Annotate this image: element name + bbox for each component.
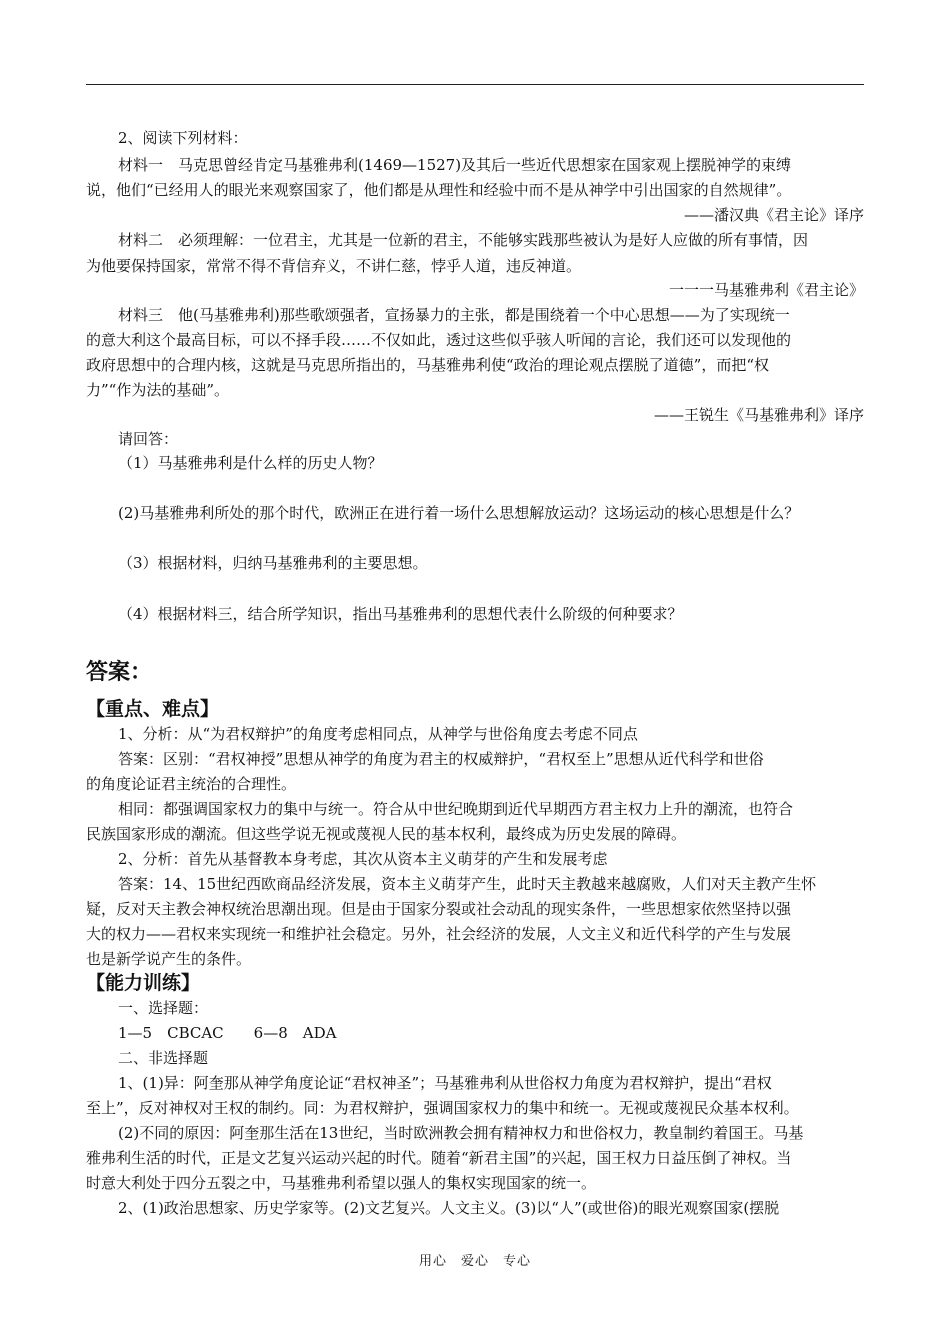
question-2: (2)马基雅弗利所处的那个时代，欧洲正在进行着一场什么思想解放运动？这场运动的核心思想是什么？ (118, 504, 800, 522)
answers-heading: 答案： (86, 660, 153, 685)
answer-line: 至上”，反对神权对王权的制约。同：为君权辩护，强调国家权力的集中和统一。无视或蔑视民众基本权利。 (86, 1099, 799, 1117)
answer-line: 时意大利处于四分五裂之中，马基雅弗利希望以强人的集权实现国家的统一。 (86, 1174, 597, 1192)
question-3: （3）根据材料，归纳马基雅弗利的主要思想。 (118, 554, 428, 572)
question-title: 2、阅读下列材料： (118, 129, 248, 147)
answer-line: 的角度论证君主统治的合理性。 (86, 775, 297, 793)
answer-line: 1、分析：从“为君权辩护”的角度考虑相同点，从神学与世俗角度去考虑不同点 (118, 725, 638, 743)
answer-line: 疑，反对天主教会神权统治思潮出现。但是由于国家分裂或社会动乱的现实条件，一些思想家依然坚持以强 (86, 900, 792, 918)
answer-line: 大的权力——君权来实现统一和维护社会稳定。另外，社会经济的发展，人文主义和近代科学的产生与发展 (86, 925, 792, 943)
material-2-source: 一一一马基雅弗利《君主论》 (668, 281, 864, 299)
section-ability-training: 【能力训练】 (86, 972, 201, 994)
page-footer: 用心 爱心 专心 (418, 1254, 531, 1269)
answer-line: 2、分析：首先从基督教本身考虑，其次从资本主义萌芽的产生和发展考虑 (118, 850, 608, 868)
question-1: （1）马基雅弗利是什么样的历史人物？ (118, 454, 383, 472)
section-key-points: 【重点、难点】 (86, 698, 220, 720)
material-2-line-1: 材料二 必须理解：一位君主，尤其是一位新的君主，不能够实践那些被认为是好人应做的所有事情，因 (118, 231, 809, 249)
material-3-source: ——王锐生《马基雅弗利》译序 (653, 406, 864, 424)
material-3-line-4: 力”“作为法的基础”。 (86, 381, 230, 399)
question-4: （4）根据材料三，结合所学知识，指出马基雅弗利的思想代表什么阶级的何种要求？ (118, 605, 683, 623)
answer-line: 2、(1)政治思想家、历史学家等。(2)文艺复兴。人文主义。(3)以“人”(或世俗)的眼光观察国家(摆脱 (118, 1199, 780, 1217)
material-1-line-1: 材料一 马克思曾经肯定马基雅弗利(1469—1527)及其后一些近代思想家在国家观上摆脱神学的束缚 (118, 156, 792, 174)
material-1-source: ——潘汉典《君主论》译序 (683, 206, 864, 224)
answer-line: 相同：都强调国家权力的集中与统一。符合从中世纪晚期到近代早期西方君主权力上升的潮流，也符合 (118, 800, 794, 818)
answer-line: (2)不同的原因：阿奎那生活在13世纪，当时欧洲教会拥有精神权力和世俗权力，教皇制约着国王。马基 (118, 1124, 804, 1142)
answer-line: 1、(1)异：阿奎那从神学角度论证“君权神圣”；马基雅弗利从世俗权力角度为君权辩护，提出“君权 (118, 1074, 772, 1092)
ask-label: 请回答： (118, 430, 179, 448)
answer-line: 雅弗利生活的时代，正是文艺复兴运动兴起的时代。随着“新君主国”的兴起，国王权力日益压倒了神权。当 (86, 1149, 792, 1167)
answer-line: 也是新学说产生的条件。 (86, 950, 252, 968)
answer-line: 一、选择题： (118, 999, 209, 1017)
answer-line: 民族国家形成的潮流。但这些学说无视或蔑视人民的基本权利，最终成为历史发展的障碍。 (86, 825, 687, 843)
answer-line: 答案：区别：“君权神授”思想从神学的角度为君主的权威辩护，“君权至上”思想从近代科学和世俗 (118, 750, 764, 768)
material-3-line-3: 政府思想中的合理内核，这就是马克思所指出的，马基雅弗利使“政治的理论观点摆脱了道德”，而把“权 (86, 356, 770, 374)
answer-line: 1—5 CBCAC 6—8 ADA (118, 1024, 337, 1042)
answer-line: 二、非选择题 (118, 1049, 209, 1067)
material-3-line-1: 材料三 他(马基雅弗利)那些歌颂强者，宣扬暴力的主张，都是围绕着一个中心思想——为了实现统一 (118, 306, 790, 324)
answer-line: 答案：14、15世纪西欧商品经济发展，资本主义萌芽产生，此时天主教越来越腐败，人们对天主教产生怀 (118, 875, 817, 893)
header-rule (86, 84, 864, 85)
material-2-line-2: 为他要保持国家，常常不得不背信弃义，不讲仁慈，悖乎人道，违反神道。 (86, 257, 582, 275)
material-3-line-2: 的意大利这个最高目标，可以不择手段……不仅如此，透过这些似乎骇人听闻的言论，我们还可以发现他的 (86, 331, 792, 349)
material-1-line-2: 说，他们“已经用人的眼光来观察国家了，他们都是从理性和经验中而不是从神学中引出国家的自然规律”。 (86, 181, 792, 199)
